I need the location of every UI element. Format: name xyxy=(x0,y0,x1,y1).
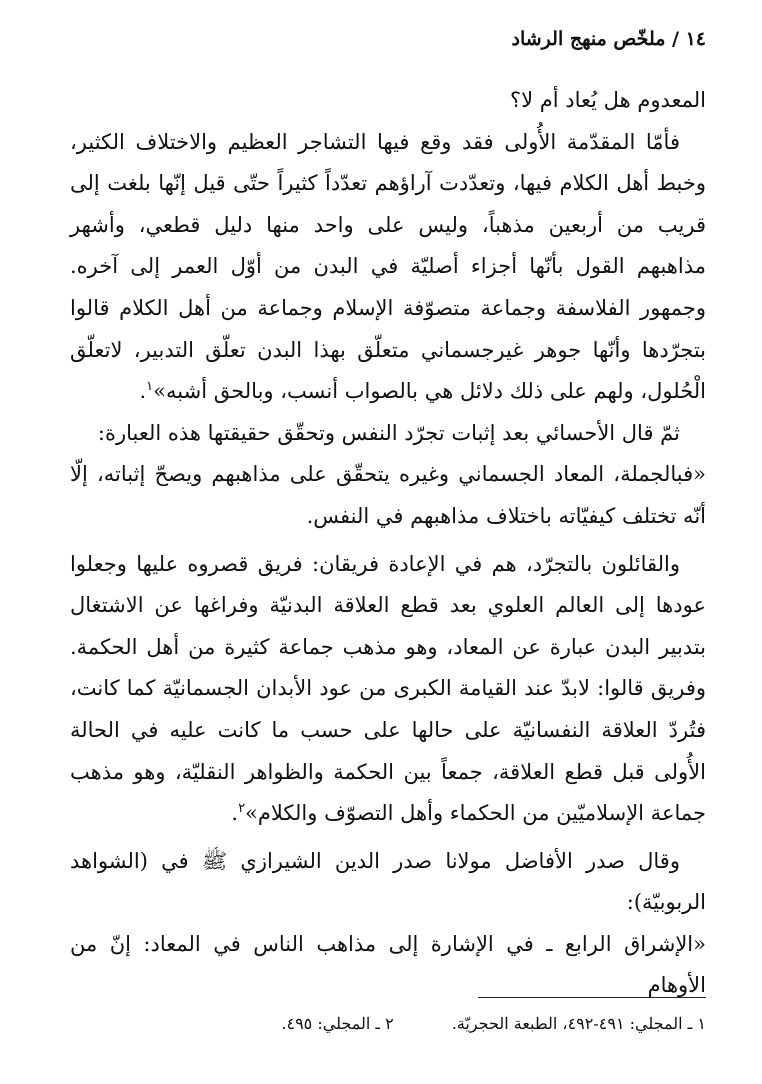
footnote-2: ٢ ـ المجلي: ٤٩٥. xyxy=(281,1014,394,1033)
footnote-1: ١ ـ المجلي: ٤٩١-٤٩٢، الطبعة الحجريّة. xyxy=(451,1014,706,1033)
paragraph-6: وقال صدر الأفاضل مولانا صدر الدين الشيرازي ﷺ في (الشواهد الربوبيّة): xyxy=(70,848,706,915)
paragraph-5: والقائلون بالتجرّد، هم في الإعادة فريقان: فريق قصروه عليها وجعلوا عودها إلى العالم العلوي بعد قطع العلاقة البدنيّة وفراغها عن الاشتغال بتدبير البدن عبارة عن المعاد، وهو مذهب جماعة كثيرة من أهل الحكمة. وفريق قالوا: لابدّ عند القيامة الكبرى من عود الأبدان الجسمانيّة كما كانت، فتُردّ العلاقة النفسانيّة على حالها على حسب ما كانت عليه في الحالة الأُولى قبل قطع العلاقة، جمعاً بين الحكمة والظواهر النقليّة، وهو مذهب جماعة الإسلاميّين من الحكماء وأهل التصوّف والكلام»$^٢$. xyxy=(70,551,706,826)
footnote-ref-1: ١ xyxy=(146,379,154,395)
paragraph-7: «الإشراق الرابع ـ في الإشارة إلى مذاهب الناس في المعاد: إنّ من الأوهام xyxy=(70,931,706,998)
footnote-divider xyxy=(478,997,706,998)
footnotes xyxy=(200,1014,706,1033)
footnote-ref-2: ٢ xyxy=(238,801,246,817)
paragraph-4: «فبالجملة، المعاد الجسماني وغيره يتحقّق على مذاهبهم ويصحّ إثباته، إلّا أنّه تختلف كيفيّاته باختلاف مذاهبهم في النفس. xyxy=(70,462,706,528)
paragraph-5-text: والقائلون بالتجرّد، هم في الإعادة فريقان: فريق قصروه عليها وجعلوا عودها إلى العالم العلوي بعد قطع العلاقة البدنيّة وفراغها عن الاشتغال بتدبير البدن عبارة عن المعاد، وهو مذهب جماعة كثيرة من أهل الحكمة. وفريق قالوا: لابدّ عند القيامة الكبرى من عود الأبدان الجسمانيّة كما كانت، فتُردّ العلاقة النفسانيّة على حالها على حسب ما كانت عليه في الحالة الأُولى قبل قطع العلاقة، جمعاً بين الحكمة والظواهر النقليّة، وهو مذهب جماعة الإسلاميّين من الحكماء وأهل التصوّف والكلام» xyxy=(70,551,706,826)
page-header: ١٤ / ملخّص منهج الرشاد xyxy=(511,28,706,50)
paragraph-3: ثمّ قال الأحسائي بعد إثبات تجرّد النفس وتحقّق حقيقتها هذه العبارة: xyxy=(97,420,680,445)
paragraph-2-text: فأمّا المقدّمة الأُولى فقد وقع فيها التشاجر العظيم والاختلاف الكثير، وخبط أهل الكلام فيها، وتعدّدت آراؤهم تعدّداً كثيراً حتّى قيل إنّها بلغت إلى قريب من أربعين مذهباً، وليس على واحد منها دليل قطعي، وأشهر مذاهبهم القول بأنّها أجزاء أصليّة في البدن من أوّل العمر إلى آخره. وجمهور الفلاسفة وجماعة متصوّفة الإسلام وجماعة من أهل الكلام قالوا بتجرّدها وأنّها جوهر غيرجسماني متعلّق بهذا البدن تعلّق التدبير، لاتعلّق الْحُلول، ولهم على ذلك دلائل هي بالصواب أنسب، وبالحق أشبه» xyxy=(70,129,706,404)
page-body xyxy=(70,80,706,1007)
paragraph-1: المعدوم هل يُعاد أم لا؟ xyxy=(509,88,706,112)
paragraph-2: فأمّا المقدّمة الأُولى فقد وقع فيها التشاجر العظيم والاختلاف الكثير، وخبط أهل الكلام فيها، وتعدّدت آراؤهم تعدّداً كثيراً حتّى قيل إنّها بلغت إلى قريب من أربعين مذهباً، وليس على واحد منها دليل قطعي، وأشهر مذاهبهم القول بأنّها أجزاء أصليّة في البدن من أوّل العمر إلى آخره. وجمهور الفلاسفة وجماعة متصوّفة الإسلام وجماعة من أهل الكلام قالوا بتجرّدها وأنّها جوهر غيرجسماني متعلّق بهذا البدن تعلّق التدبير، لاتعلّق الْحُلول، ولهم على ذلك دلائل هي بالصواب أنسب، وبالحق أشبه»$^١$. xyxy=(70,129,706,404)
